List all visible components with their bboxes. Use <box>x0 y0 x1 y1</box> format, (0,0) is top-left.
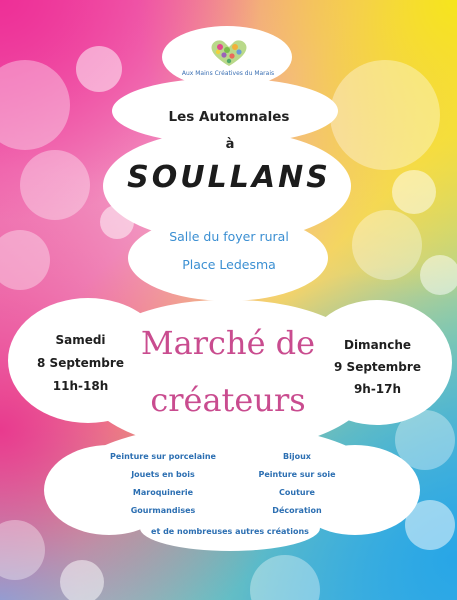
sunday-hours: 9h-17h <box>353 382 402 396</box>
activity-item: Peinture sur soie <box>258 470 336 479</box>
bokeh-circle <box>392 170 436 214</box>
activity-item: Décoration <box>272 506 322 515</box>
venue-address: Place Ledesma <box>182 257 276 272</box>
activity-item: Gourmandises <box>130 506 196 515</box>
activity-item: Bijoux <box>283 452 311 461</box>
bokeh-circle <box>20 150 90 220</box>
sunday-day: Dimanche <box>343 338 411 352</box>
bokeh-circle <box>330 60 440 170</box>
event-city: SOULLANS <box>127 160 331 195</box>
bokeh-circle <box>0 520 45 580</box>
logo-caption: Aux Mains Créatives du Marais <box>181 70 275 77</box>
saturday-date: 8 Septembre <box>37 356 124 370</box>
bokeh-circle <box>0 230 50 290</box>
venue-name: Salle du foyer rural <box>169 229 289 244</box>
market-heading-line2: créateurs <box>150 381 306 419</box>
bokeh-circle <box>0 60 70 150</box>
heart-mosaic-logo-icon <box>208 38 250 68</box>
activity-item: Jouets en bois <box>131 470 195 479</box>
activity-item: Maroquinerie <box>132 488 194 497</box>
activity-item: Peinture sur porcelaine <box>110 452 216 461</box>
bokeh-circle <box>420 255 457 295</box>
market-heading-line1: Marché de <box>140 324 316 362</box>
event-title: Les Automnales <box>168 109 290 125</box>
event-connector: à <box>225 137 235 152</box>
saturday-hours: 11h-18h <box>52 379 109 393</box>
activity-item: Couture <box>279 488 315 497</box>
activities-footer: et de nombreuses autres créations <box>151 527 309 536</box>
bokeh-circle <box>76 46 122 92</box>
bokeh-circle <box>352 210 422 280</box>
saturday-day: Samedi <box>55 333 106 347</box>
bokeh-circle <box>60 560 104 600</box>
bokeh-circle <box>250 555 320 600</box>
sunday-date: 9 Septembre <box>334 360 421 374</box>
